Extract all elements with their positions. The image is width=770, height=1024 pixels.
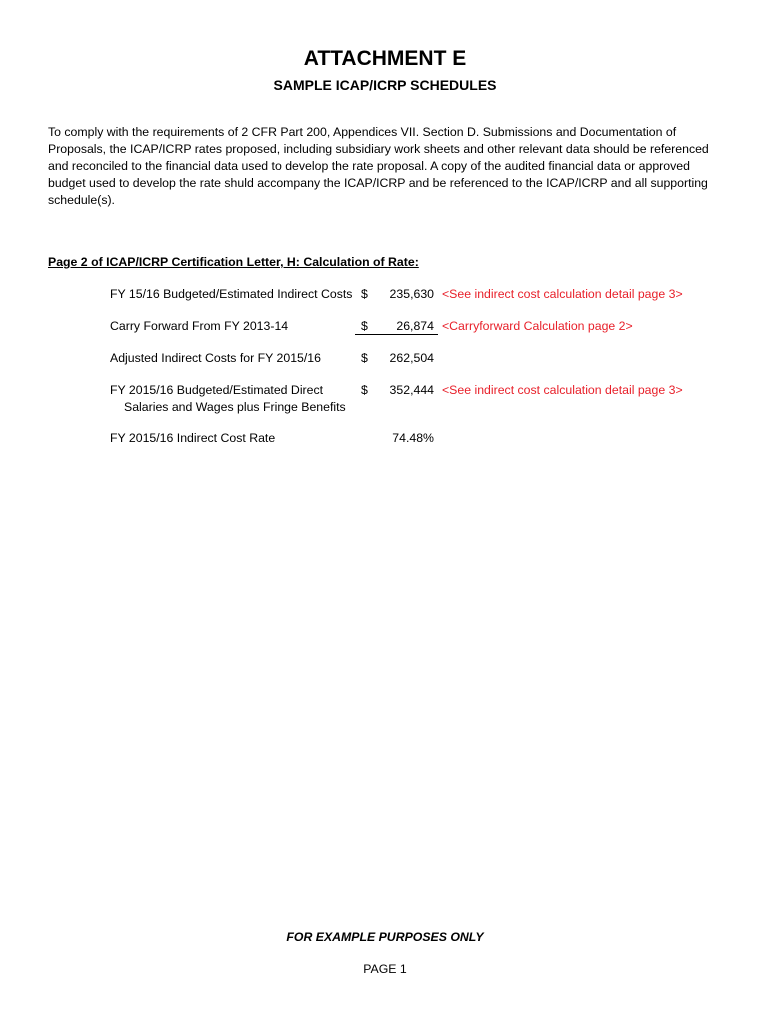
calc-row-carry-forward <box>0 318 770 335</box>
intro-paragraph: To comply with the requirements of 2 CFR Part 200, Appendices VII. Section D. Submissions and Documentation of Proposals, the ICAP/ICRP rates proposed, including subsidiary work sheets and other relevant data should be referenced and reconciled to the financial data used to develop the rate proposal. A copy of the audited financial data or approved budget used to develop the rate shuld accompany the ICAP/ICRP and be referenced to the ICAP/ICRP and all supporting schedule(s). <box>48 125 709 207</box>
subtotal-underline <box>355 334 438 335</box>
row-label-line2: Salaries and Wages plus Fringe Benefits <box>124 400 346 414</box>
calc-row-indirect-cost-rate <box>0 430 770 447</box>
row-label: Carry Forward From FY 2013-14 <box>110 319 289 333</box>
row-amount: 262,504 <box>389 351 434 365</box>
row-amount: 352,444 <box>389 383 434 397</box>
footer-example-note: FOR EXAMPLE PURPOSES ONLY <box>286 930 484 944</box>
row-note: <See indirect cost calculation detail page 3> <box>442 383 683 397</box>
row-note: <Carryforward Calculation page 2> <box>442 319 633 333</box>
row-label: FY 2015/16 Indirect Cost Rate <box>110 431 276 445</box>
row-dollar-sign: $ <box>361 287 368 301</box>
page-subtitle: SAMPLE ICAP/ICRP SCHEDULES <box>273 77 497 93</box>
page-title: ATTACHMENT E <box>303 47 467 70</box>
calc-row-indirect-costs <box>0 286 770 303</box>
page-number: PAGE 1 <box>363 962 407 976</box>
row-dollar-sign: $ <box>361 319 368 333</box>
row-label: FY 15/16 Budgeted/Estimated Indirect Costs <box>110 287 353 301</box>
row-label: Adjusted Indirect Costs for FY 2015/16 <box>110 351 321 365</box>
row-amount: 26,874 <box>396 319 434 333</box>
row-amount: 74.48% <box>392 431 434 445</box>
section-heading: Page 2 of ICAP/ICRP Certification Letter, H: Calculation of Rate: <box>48 255 419 269</box>
row-dollar-sign: $ <box>361 351 368 365</box>
row-dollar-sign: $ <box>361 383 368 397</box>
calc-row-adjusted-indirect-costs <box>0 350 770 367</box>
row-amount: 235,630 <box>389 287 434 301</box>
row-label: FY 2015/16 Budgeted/Estimated Direct <box>110 383 324 397</box>
row-note: <See indirect cost calculation detail page 3> <box>442 287 683 301</box>
calc-row-direct-salaries <box>0 382 770 414</box>
